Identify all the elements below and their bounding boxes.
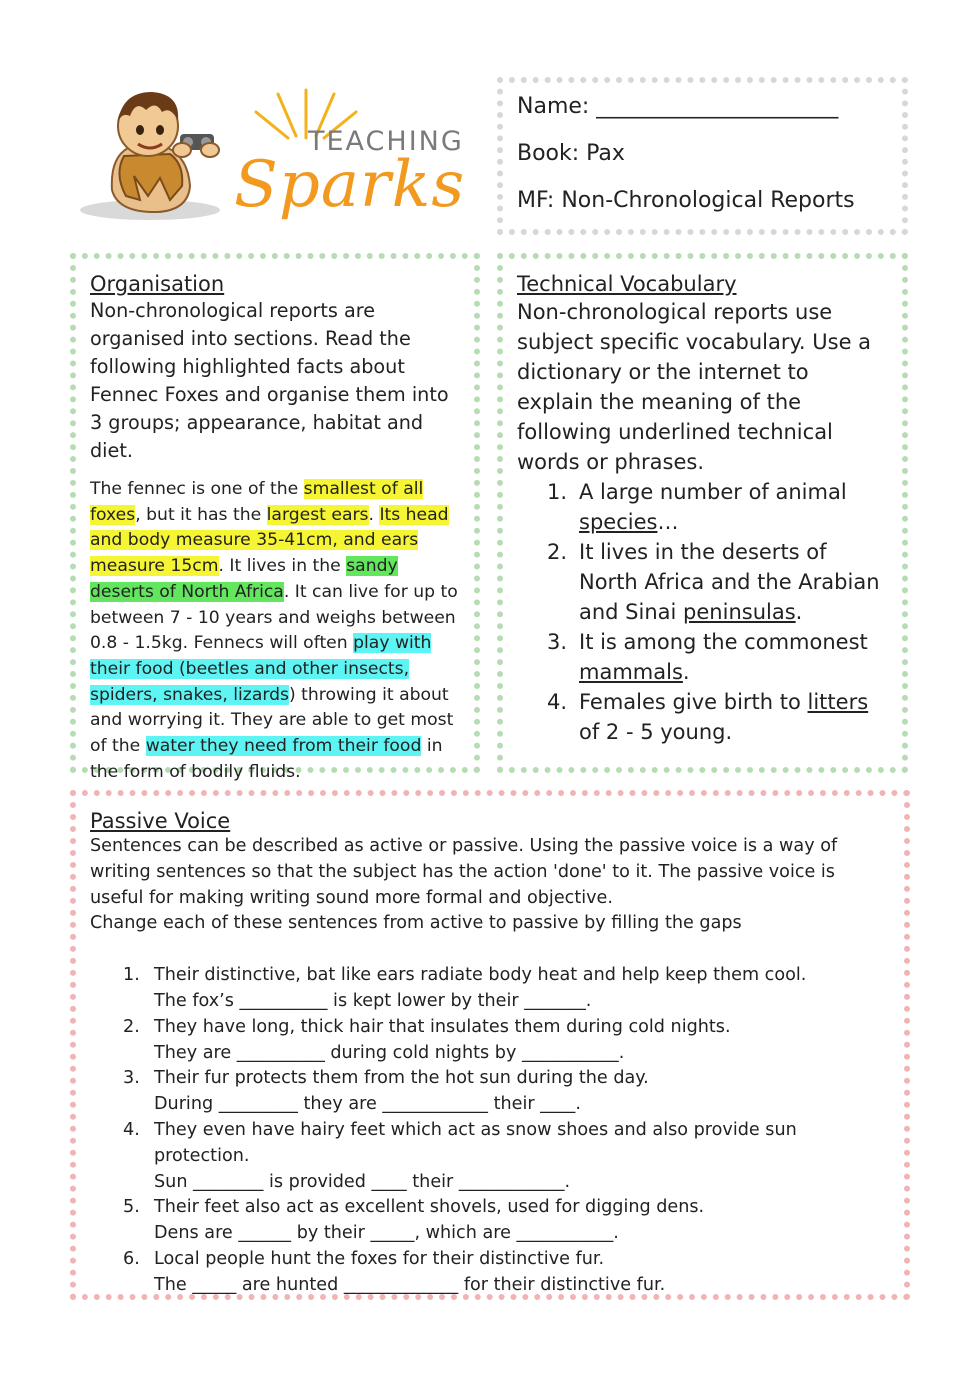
active-sentence: Their feet also act as excellent shovels, used for digging dens.	[154, 1197, 705, 1218]
highlight-appearance: smallest of all foxes	[90, 479, 424, 525]
passive-voice-section	[70, 790, 910, 1300]
list-item: 5. Their feet also act as excellent shovels, used for digging dens. Dens are ______ by their _____, which are ___________.	[90, 1195, 890, 1247]
logo-text-teaching: TEACHING	[308, 126, 464, 157]
section-title: Passive Voice	[90, 809, 231, 833]
vocab-word: species	[579, 510, 658, 534]
list-item: 6. Local people hunt the foxes for their distinctive fur. The _____ are hunted _____________ for their distinctive fur.	[90, 1247, 890, 1299]
gap-fill-sentence[interactable]: Dens are ______ by their _____, which are ___________.	[154, 1223, 619, 1244]
student-info-box	[497, 77, 908, 235]
highlight-appearance: largest ears	[266, 504, 369, 525]
vocab-word: litters	[807, 690, 869, 714]
active-sentence: They even have hairy feet which act as snow shoes and also provide sun protection.	[154, 1119, 797, 1166]
teaching-sparks-logo	[70, 78, 470, 228]
gap-fill-sentence[interactable]: During _________ they are ____________ their ____.	[154, 1094, 581, 1115]
fact-text: , but it has the	[135, 504, 267, 525]
active-sentence: Their distinctive, bat like ears radiate body heat and help keep them cool.	[154, 965, 807, 986]
list-item: 3. It is among the commonest mammals.	[547, 630, 868, 684]
fact-text: ) throwing it about and worrying it. They are able to get most of the	[90, 684, 454, 757]
fennec-facts-paragraph	[90, 477, 460, 785]
fact-text: The fennec is one of the	[90, 479, 304, 499]
fact-text: . It can live for up to between 7 - 10 years and weighs between 0.8 - 1.5kg. Fennecs will often	[90, 581, 458, 654]
exercise-list	[90, 963, 890, 1298]
gap-fill-sentence[interactable]: The _____ are hunted _____________ for their distinctive fur.	[154, 1274, 666, 1295]
book-title: Book: Pax	[517, 141, 625, 166]
vocabulary-list	[517, 477, 888, 747]
gap-fill-sentence[interactable]: The fox’s __________ is kept lower by their _______.	[154, 990, 592, 1011]
organisation-intro: Non-chronological reports are organised into sections. Read the following highlighted facts about Fennec Foxes and organise them into 3 groups; appearance, habitat and diet.	[90, 299, 449, 462]
gap-fill-sentence[interactable]: They are __________ during cold nights by ___________.	[154, 1042, 625, 1063]
list-item: 4. They even have hairy feet which act as snow shoes and also provide sun protection. Sun ________ is provided ____ their ____________.	[90, 1118, 890, 1195]
active-sentence: Their fur protects them from the hot sun during the day.	[154, 1068, 649, 1089]
technical-vocabulary-section	[497, 253, 908, 773]
active-sentence: Local people hunt the foxes for their distinctive fur.	[154, 1248, 605, 1269]
fact-text: .	[368, 504, 380, 525]
logo-text-sparks: Sparks	[234, 148, 466, 222]
technical-intro: Non-chronological reports use subject specific vocabulary. Use a dictionary or the internet to explain the meaning of the following underlined technical words or phrases.	[517, 300, 872, 474]
name-field[interactable]: Name: ______________________	[517, 94, 839, 119]
passive-instruction: Change each of these sentences from active to passive by filling the gaps	[90, 913, 742, 934]
fact-text: in the form of bodily fluids.	[90, 736, 443, 782]
passive-intro: Sentences can be described as active or passive. Using the passive voice is a way of writing sentences so that the subject has the action 'done' to it. The passive voice is useful for making writing sound more formal and objective.	[90, 836, 838, 908]
vocab-word: mammals	[579, 660, 683, 684]
list-item: 4. Females give birth to litters of 2 - 5 young.	[547, 690, 869, 744]
organisation-section	[70, 253, 480, 782]
list-item: 1. A large number of animal species…	[547, 480, 847, 534]
list-item: 2. They have long, thick hair that insulates them during cold nights. They are __________ during cold nights by ___________.	[90, 1015, 890, 1067]
section-title: Technical Vocabulary	[517, 272, 737, 296]
list-item: 1. Their distinctive, bat like ears radiate body heat and help keep them cool. The fox’s __________ is kept lower by their _______.	[90, 963, 890, 1015]
list-item: 3. Their fur protects them from the hot sun during the day. During _________ they are ____________ their ____.	[90, 1066, 890, 1118]
highlight-habitat: sandy deserts of North Africa	[90, 556, 398, 602]
vocab-word: peninsulas	[683, 600, 796, 624]
highlight-appearance: Its head and body measure 35-41cm, and ears measure 15cm	[90, 504, 449, 577]
mf-title: MF: Non-Chronological Reports	[517, 188, 855, 213]
list-item: 2. It lives in the deserts of North Africa and the Arabian and Sinai peninsulas.	[547, 540, 880, 624]
highlight-diet: play with their food (beetles and other insects, spiders, snakes, lizards	[90, 633, 432, 705]
gap-fill-sentence[interactable]: Sun ________ is provided ____ their ____________.	[154, 1171, 571, 1192]
section-title: Organisation	[90, 272, 225, 296]
active-sentence: They have long, thick hair that insulates them during cold nights.	[154, 1016, 731, 1037]
fact-text: . It lives in the	[218, 556, 347, 577]
highlight-diet: water they need from their food	[145, 736, 422, 757]
